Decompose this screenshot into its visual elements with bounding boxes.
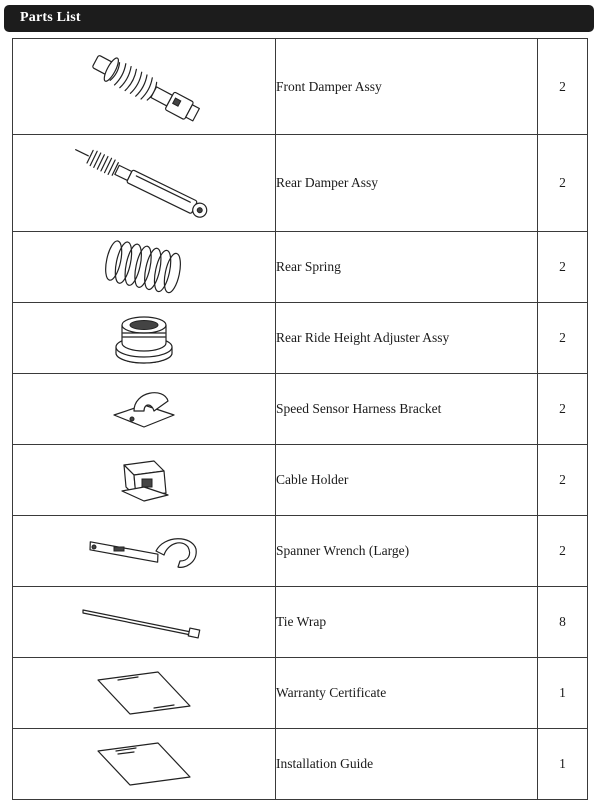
tie-wrap-icon	[79, 602, 209, 642]
part-name: Cable Holder	[276, 445, 538, 516]
part-qty: 1	[538, 729, 588, 800]
part-qty: 2	[538, 516, 588, 587]
harness-bracket-icon	[104, 381, 184, 437]
page-title: Parts List	[20, 10, 81, 25]
part-qty: 1	[538, 658, 588, 729]
part-name: Spanner Wrench (Large)	[276, 516, 538, 587]
part-name: Warranty Certificate	[276, 658, 538, 729]
part-image-cell	[13, 587, 276, 658]
installation-guide-icon	[94, 739, 194, 789]
table-row	[13, 135, 588, 232]
part-qty: 8	[538, 587, 588, 658]
front-damper-icon	[69, 44, 219, 130]
part-qty: 2	[538, 374, 588, 445]
part-image-cell	[13, 232, 276, 303]
table-row	[13, 303, 588, 374]
part-name: Rear Spring	[276, 232, 538, 303]
table-row	[13, 516, 588, 587]
rear-damper-icon	[64, 140, 224, 226]
part-image-cell	[13, 729, 276, 800]
spanner-wrench-icon	[84, 529, 204, 573]
part-qty: 2	[538, 39, 588, 135]
ride-height-adjuster-icon	[109, 307, 179, 369]
part-name: Rear Ride Height Adjuster Assy	[276, 303, 538, 374]
part-qty: 2	[538, 445, 588, 516]
warranty-certificate-icon	[94, 668, 194, 718]
parts-table	[12, 38, 588, 800]
table-row	[13, 729, 588, 800]
table-row	[13, 445, 588, 516]
part-image-cell	[13, 445, 276, 516]
cable-holder-icon	[114, 451, 174, 509]
part-name: Installation Guide	[276, 729, 538, 800]
part-image-cell	[13, 658, 276, 729]
part-name: Tie Wrap	[276, 587, 538, 658]
part-name: Rear Damper Assy	[276, 135, 538, 232]
part-image-cell	[13, 303, 276, 374]
part-qty: 2	[538, 135, 588, 232]
part-qty: 2	[538, 232, 588, 303]
table-row	[13, 374, 588, 445]
part-qty: 2	[538, 303, 588, 374]
rear-spring-icon	[99, 237, 189, 297]
part-name: Front Damper Assy	[276, 39, 538, 135]
part-name: Speed Sensor Harness Bracket	[276, 374, 538, 445]
part-image-cell	[13, 516, 276, 587]
part-image-cell	[13, 135, 276, 232]
table-row	[13, 658, 588, 729]
part-image-cell	[13, 39, 276, 135]
parts-list-header	[4, 5, 594, 32]
table-row	[13, 39, 588, 135]
part-image-cell	[13, 374, 276, 445]
table-row	[13, 232, 588, 303]
table-row	[13, 587, 588, 658]
